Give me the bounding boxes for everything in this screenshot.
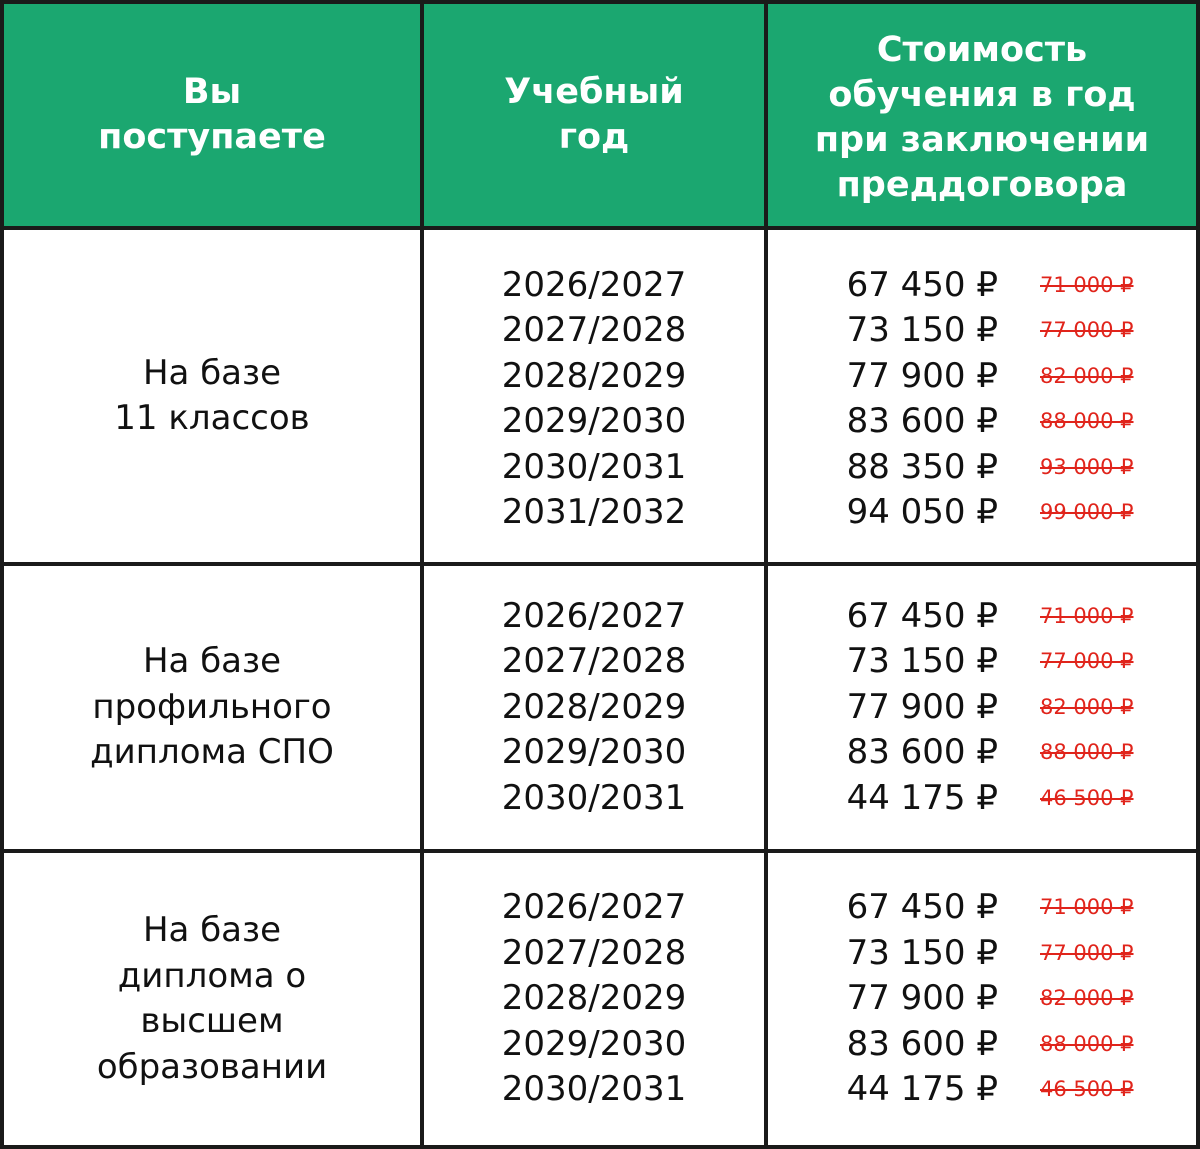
price-row (768, 399, 1196, 445)
price-row (768, 594, 1196, 640)
price-row (768, 776, 1196, 822)
years-column (424, 230, 764, 562)
header-text: обучения в год (828, 75, 1136, 115)
price-row (768, 730, 1196, 776)
year-cell: 2030/2031 (501, 1069, 687, 1110)
price-row (768, 354, 1196, 400)
price-value: 94 050 ₽ (846, 492, 998, 532)
price-value: 44 175 ₽ (846, 777, 998, 818)
year-cell: 2027/2028 (501, 932, 687, 973)
price-row (768, 976, 1196, 1022)
price-row (768, 308, 1196, 354)
year-cell: 2026/2027 (501, 264, 687, 305)
old-price-value: 77 000 ₽ (1040, 940, 1134, 965)
old-price-value: 82 000 ₽ (1040, 986, 1134, 1011)
old-price-value: 77 000 ₽ (1040, 318, 1134, 342)
old-price-value: 46 500 ₽ (1040, 785, 1134, 810)
price-value: 73 150 ₽ (846, 310, 998, 350)
section-label-11-classes (4, 230, 420, 562)
year-cell: 2029/2030 (501, 1023, 687, 1064)
price-row (768, 490, 1196, 536)
year-cell: 2029/2030 (501, 401, 687, 441)
header-text: Стоимость (876, 30, 1088, 70)
price-row (768, 885, 1196, 931)
section-label-line: диплома о (117, 955, 307, 996)
price-value: 77 900 ₽ (846, 978, 998, 1019)
prices-column (768, 853, 1196, 1145)
price-row (768, 1022, 1196, 1068)
header-text: Учебный (504, 72, 684, 112)
old-price-value: 88 000 ₽ (1040, 740, 1134, 765)
price-row (768, 685, 1196, 731)
old-price-value: 88 000 ₽ (1040, 409, 1134, 433)
price-value: 83 600 ₽ (846, 1023, 998, 1064)
old-price-value: 71 000 ₽ (1040, 895, 1134, 920)
prices-column (768, 230, 1196, 562)
section-label-line: образовании (96, 1046, 328, 1087)
row-divider (4, 849, 1196, 853)
old-price-value: 82 000 ₽ (1040, 363, 1134, 388)
year-cell: 2027/2028 (501, 310, 687, 350)
year-cell: 2028/2029 (501, 978, 687, 1019)
price-row (768, 639, 1196, 685)
column-divider (764, 4, 768, 1145)
section-label-line: На базе (142, 910, 281, 950)
year-cell: 2028/2029 (501, 355, 687, 396)
header-text: преддоговора (836, 165, 1128, 205)
price-value: 73 150 ₽ (846, 641, 998, 682)
header-cell-cost (768, 4, 1196, 229)
section-label-line: высшем (140, 1001, 284, 1041)
column-divider (420, 4, 424, 1145)
price-value: 77 900 ₽ (846, 686, 998, 727)
price-value: 77 900 ₽ (846, 355, 998, 396)
section-label-line: 11 классов (114, 398, 310, 438)
price-value: 67 450 ₽ (846, 264, 998, 305)
header-cell-year (424, 4, 764, 226)
year-cell: 2028/2029 (501, 686, 687, 727)
section-label-line: диплома СПО (90, 732, 334, 773)
price-value: 44 175 ₽ (846, 1069, 998, 1110)
row-divider (4, 562, 1196, 566)
price-value: 67 450 ₽ (846, 887, 998, 928)
old-price-value: 71 000 ₽ (1040, 272, 1134, 297)
year-cell: 2027/2028 (501, 641, 687, 682)
section-label-higher-education (4, 853, 420, 1145)
price-value: 67 450 ₽ (846, 595, 998, 636)
price-row (768, 1067, 1196, 1113)
year-cell: 2029/2030 (501, 732, 687, 773)
price-row (768, 445, 1196, 491)
section-label-line: На базе (142, 641, 281, 682)
header-text: при заключении (814, 120, 1150, 160)
year-cell: 2031/2032 (501, 492, 687, 532)
year-cell: 2030/2031 (501, 446, 687, 487)
year-cell: 2026/2027 (501, 887, 687, 928)
header-cell-admission (4, 4, 420, 226)
price-value: 88 350 ₽ (846, 446, 998, 487)
price-value: 83 600 ₽ (846, 732, 998, 773)
old-price-value: 46 500 ₽ (1040, 1077, 1134, 1102)
prices-column (768, 566, 1196, 849)
old-price-value: 99 000 ₽ (1040, 500, 1134, 524)
years-column (424, 853, 764, 1145)
old-price-value: 93 000 ₽ (1040, 454, 1134, 479)
year-cell: 2026/2027 (501, 595, 687, 636)
section-label-line: На базе (142, 352, 281, 393)
years-column (424, 566, 764, 849)
header-text: поступаете (98, 117, 326, 157)
price-row (768, 263, 1196, 309)
header-text: год (558, 117, 630, 157)
old-price-value: 88 000 ₽ (1040, 1031, 1134, 1056)
old-price-value: 71 000 ₽ (1040, 603, 1134, 628)
section-label-line: профильного (92, 686, 332, 727)
price-value: 83 600 ₽ (846, 401, 998, 441)
header-text: Вы (182, 72, 242, 112)
price-row (768, 931, 1196, 977)
year-cell: 2030/2031 (501, 777, 687, 818)
price-value: 73 150 ₽ (846, 932, 998, 973)
section-label-spo (4, 566, 420, 849)
old-price-value: 77 000 ₽ (1040, 649, 1134, 674)
old-price-value: 82 000 ₽ (1040, 694, 1134, 719)
